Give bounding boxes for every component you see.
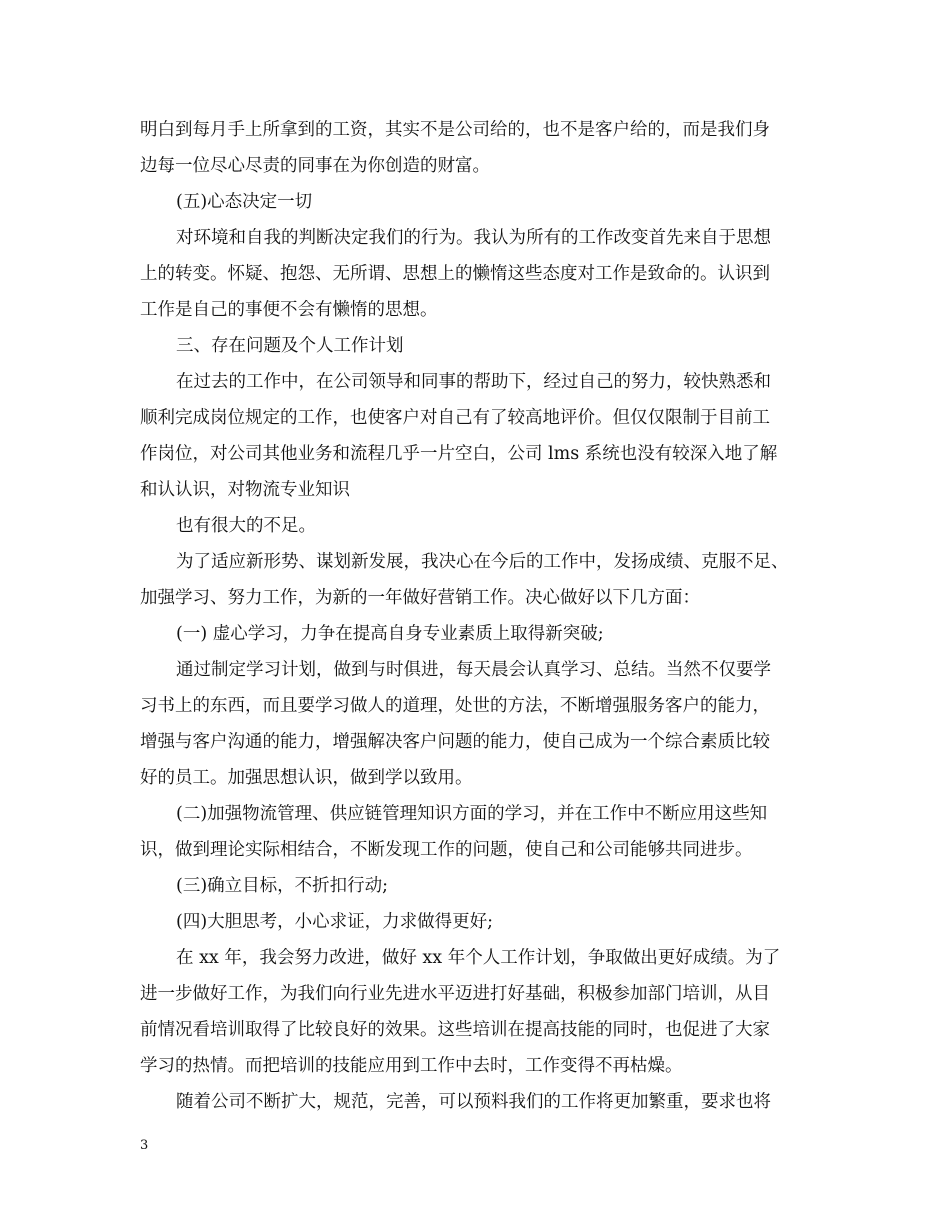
text-line: 识，做到理论实际相结合，不断发现工作的问题，使自己和公司能够共同进步。 (140, 840, 753, 860)
section-heading: (二)加强物流管理、供应链管理知识方面的学习，并在工作中不断应用这些知 (176, 804, 768, 824)
text-line: 进一步做好工作，为我们向行业先进水平迈进打好基础，积极参加部门培训，从目 (140, 984, 770, 1004)
text-line: 和认认识，对物流专业知识 (140, 480, 350, 500)
text-line: 加强学习、努力工作，为新的一年做好营销工作。决心做好以下几方面： (140, 588, 700, 608)
text-line: 工作是自己的事便不会有懒惰的思想。 (140, 300, 438, 320)
text-line: 随着公司不断扩大，规范，完善，可以预料我们的工作将更加繁重，要求也将 (176, 1092, 771, 1112)
text-line: 增强与客户沟通的能力，增强解决客户问题的能力，使自己成为一个综合素质比较 (140, 732, 770, 752)
text-line: 对环境和自我的判断决定我们的行为。我认为所有的工作改变首先来自于思想 (176, 228, 771, 248)
text-line: 好的员工。加强思想认识，做到学以致用。 (140, 768, 473, 788)
section-heading: (三)确立目标，不折扣行动; (176, 876, 389, 896)
section-heading: (一) 虚心学习，力争在提高自身专业素质上取得新突破; (176, 624, 604, 644)
section-heading: (四)大胆思考，小心求证，力求做得更好; (176, 912, 494, 932)
text-line: 上的转变。怀疑、抱怨、无所谓、思想上的懒惰这些态度对工作是致命的。认识到 (140, 264, 770, 284)
text-line: 为了适应新形势、谋划新发展，我决心在今后的工作中，发扬成绩、克服不足、 (176, 552, 789, 572)
text-line: 顺利完成岗位规定的工作，也使客户对自己有了较高地评价。但仅仅限制于目前工 (140, 408, 770, 428)
text-line: 也有很大的不足。 (176, 516, 316, 536)
text-line: 通过制定学习计划，做到与时俱进，每天晨会认真学习、总结。当然不仅要学 (176, 660, 771, 680)
text-line: 学习的热情。而把培训的技能应用到工作中去时，工作变得不再枯燥。 (140, 1056, 683, 1076)
text-line: 作岗位，对公司其他业务和流程几乎一片空白，公司 lms 系统也没有较深入地了解 (140, 444, 778, 464)
section-heading: (五)心态决定一切 (176, 192, 313, 212)
document-body (140, 112, 820, 1120)
text-line: 习书上的东西，而且要学习做人的道理，处世的方法，不断增强服务客户的能力， (140, 696, 770, 716)
text-line: 在过去的工作中，在公司领导和同事的帮助下，经过自己的努力，较快熟悉和 (176, 372, 771, 392)
text-line: 在 xx 年，我会努力改进，做好 xx 年个人工作计划，争取做出更好成绩。为了 (176, 948, 781, 968)
text-line: 明白到每月手上所拿到的工资，其实不是公司给的，也不是客户给的，而是我们身 (140, 120, 770, 140)
page-number: 3 (140, 1138, 149, 1153)
text-line: 前情况看培训取得了比较良好的效果。这些培训在提高技能的同时，也促进了大家 (140, 1020, 770, 1040)
section-heading: 三、存在问题及个人工作计划 (176, 336, 404, 356)
text-line: 边每一位尽心尽责的同事在为你创造的财富。 (140, 156, 490, 176)
